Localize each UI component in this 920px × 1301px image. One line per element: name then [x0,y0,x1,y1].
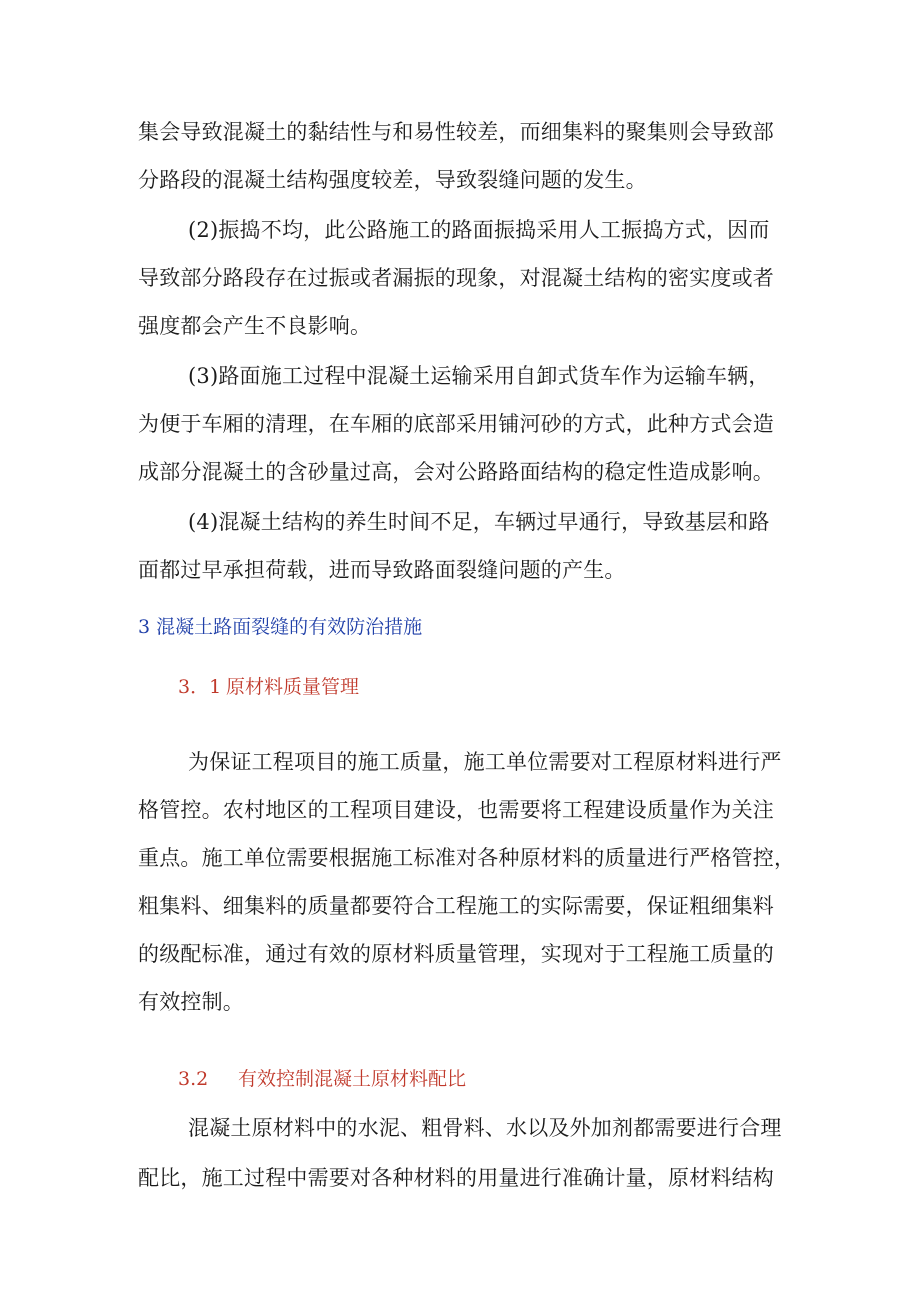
paragraph-line: (2)振捣不均，此公路施工的路面振捣采用人工振捣方式，因而 [188,218,770,242]
paragraph-line: 有效控制。 [138,990,244,1014]
paragraph-line: 格管控。农村地区的工程项目建设，也需要将工程建设质量作为关注 [138,798,774,822]
section-heading: 3 混凝土路面裂缝的有效防治措施 [138,616,423,638]
paragraph-line: 为保证工程项目的施工质量，施工单位需要对工程原材料进行严 [188,750,782,774]
paragraph-line: (3)路面施工过程中混凝土运输采用自卸式货车作为运输车辆， [188,364,770,388]
subsection-heading: 有效控制混凝土原材料配比 [238,1068,467,1090]
paragraph-line: 的级配标准，通过有效的原材料质量管理，实现对于工程施工质量的 [138,942,774,966]
subsection-heading: 原材料质量管理 [226,676,360,698]
subsection-number: 3.2 [178,1068,209,1090]
paragraph-line: 导致部分路段存在过振或者漏振的现象，对混凝土结构的密实度或者 [138,266,774,290]
paragraph-line: 强度都会产生不良影响。 [138,314,372,338]
paragraph-line: 成部分混凝土的含砂量过高，会对公路路面结构的稳定性造成影响。 [138,460,774,484]
paragraph-line: 配比，施工过程中需要对各种材料的用量进行准确计量，原材料结构 [138,1166,774,1190]
paragraph-line: 粗集料、细集料的质量都要符合工程施工的实际需要，保证粗细集料 [138,894,774,918]
paragraph-line: (4)混凝土结构的养生时间不足，车辆过早通行，导致基层和路 [188,510,770,534]
subsection-number: 3．1 [178,676,222,698]
paragraph-line: 面都过早承担荷载，进而导致路面裂缝问题的产生。 [138,558,626,582]
paragraph-line: 重点。施工单位需要根据施工标准对各种原材料的质量进行严格管控， [138,846,796,870]
paragraph-line: 混凝土原材料中的水泥、粗骨料、水以及外加剂都需要进行合理 [188,1116,782,1140]
paragraph-line: 分路段的混凝土结构强度较差，导致裂缝问题的发生。 [138,168,647,192]
paragraph-line: 为便于车厢的清理，在车厢的底部采用铺河砂的方式，此种方式会造 [138,412,774,436]
paragraph-line: 集会导致混凝土的黏结性与和易性较差，而细集料的聚集则会导致部 [138,120,774,144]
